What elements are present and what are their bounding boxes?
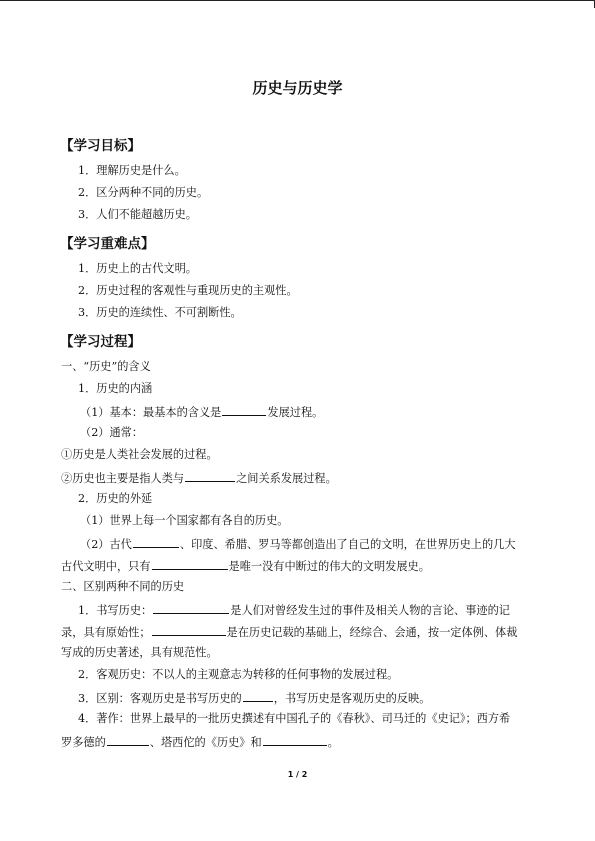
process-heading: 【学习过程】 [60, 334, 141, 350]
text-segment: 发展过程。 [267, 406, 324, 419]
section-2-4-cont [61, 734, 339, 750]
section-2-1-cont2: 写成的历史著述，具有规范性。 [61, 646, 218, 659]
section-2-title: 二、区别两种不同的历史 [61, 580, 185, 593]
text-segment: （1）基本：最基本的含义是 [80, 406, 222, 419]
key-points-heading: 【学习重难点】 [60, 236, 155, 252]
section-1-2a: （1）世界上每一个国家都有各自的历史。 [80, 514, 289, 527]
section-2-4: 4．著作：世界上最早的一批历史撰述有中国孔子的《春秋》、司马迁的《史记》；西方希 [78, 712, 511, 725]
text-segment: （2）古代 [80, 538, 132, 551]
section-1-1b: （2）通常： [80, 426, 144, 439]
section-1-1: 1．历史的内涵 [78, 382, 153, 395]
key-item-3: 3．历史的连续性、不可割断性。 [78, 306, 242, 319]
text-segment: 罗多德的 [61, 736, 106, 749]
page-top-border [0, 0, 595, 8]
section-2-2: 2．客观历史：不以人的主观意志为转移的任何事物的发展过程。 [78, 668, 399, 681]
key-item-1: 1．历史上的古代文明。 [78, 262, 197, 275]
text-segment: 、印度、希腊、罗马等都创造出了自己的文明，在世界历史上的几大 [179, 538, 516, 551]
text-segment: 。 [327, 736, 339, 749]
goals-heading: 【学习目标】 [60, 138, 141, 154]
section-1-2b-cont [61, 558, 430, 574]
section-2-1 [78, 602, 510, 618]
fill-blank[interactable] [152, 624, 226, 636]
section-2-3 [78, 690, 430, 706]
text-segment: 录，具有原始性； [61, 626, 151, 639]
page-title: 历史与历史学 [252, 79, 343, 97]
fill-blank[interactable] [243, 690, 273, 702]
fill-blank[interactable] [185, 470, 235, 482]
fill-blank[interactable] [153, 602, 229, 614]
text-segment: 古代文明中，只有 [61, 560, 151, 573]
fill-blank[interactable] [263, 734, 327, 746]
fill-blank[interactable] [222, 404, 266, 416]
text-segment: ，书写历史是客观历史的反映。 [273, 692, 431, 705]
text-segment: 1．书写历史： [78, 604, 153, 617]
text-segment: 3．区别：客观历史是书写历史的 [78, 692, 242, 705]
section-1-2: 2．历史的外延 [78, 492, 153, 505]
text-segment: 、塔西佗的《历史》和 [149, 736, 262, 749]
goal-item-3: 3．人们不能超越历史。 [78, 208, 197, 221]
text-segment: 之间关系发展过程。 [236, 472, 337, 485]
section-1-1b-1: ①历史是人类社会发展的过程。 [61, 448, 218, 461]
key-item-2: 2．历史过程的客观性与重现历史的主观性。 [78, 284, 298, 297]
section-1-1a [80, 404, 323, 420]
section-1-2b [80, 536, 516, 552]
text-segment: 是人们对曾经发生过的事件及相关人物的言论、事迹的记 [230, 604, 510, 617]
fill-blank[interactable] [152, 558, 228, 570]
text-segment: ②历史也主要是指人类与 [61, 472, 185, 485]
page-number: 1 / 2 [287, 770, 308, 779]
goal-item-1: 1．理解历史是什么。 [78, 164, 186, 177]
goal-item-2: 2．区分两种不同的历史。 [78, 186, 209, 199]
section-1-1b-2 [61, 470, 337, 486]
fill-blank[interactable] [107, 734, 149, 746]
text-segment: 是在历史记载的基础上，经综合、会通，按一定体例、体裁 [226, 626, 518, 639]
section-2-1-cont [61, 624, 517, 640]
fill-blank[interactable] [133, 536, 179, 548]
text-segment: 是唯一没有中断过的伟大的文明发展史。 [228, 560, 430, 573]
section-1-title: 一、“历史”的含义 [61, 360, 151, 373]
